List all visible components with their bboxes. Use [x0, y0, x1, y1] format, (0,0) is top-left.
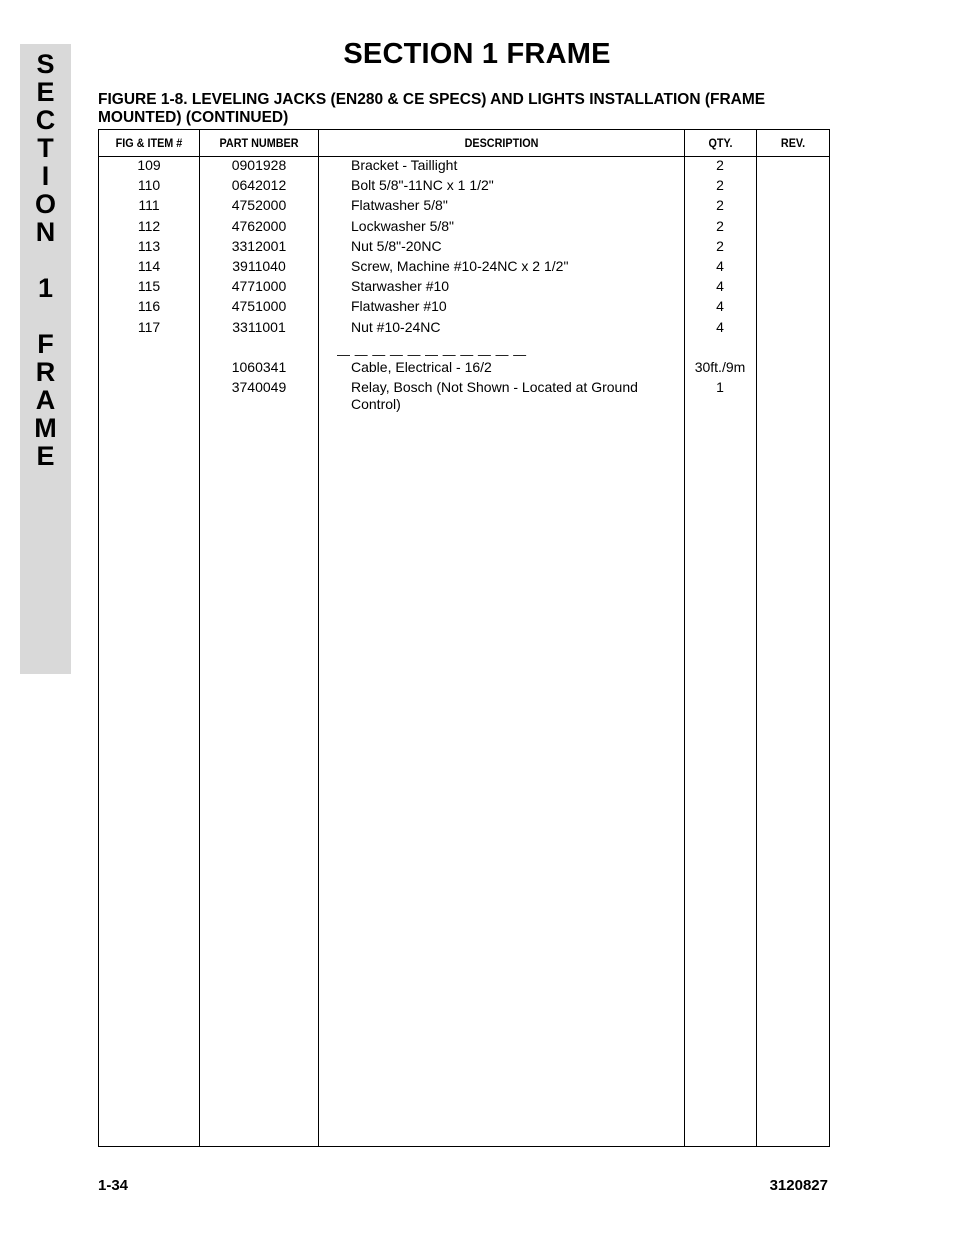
table-row: [99, 238, 829, 258]
header-item: FIG & ITEM #: [115, 136, 183, 150]
side-letter: C: [35, 105, 56, 135]
part-number: 4752000: [231, 197, 287, 214]
side-letter: R: [35, 357, 56, 387]
section-title: SECTION 1 FRAME: [343, 38, 611, 70]
table-row: [99, 379, 829, 419]
table-row: [99, 157, 829, 177]
description: Bolt 5/8"-11NC x 1 1/2": [351, 177, 494, 194]
side-letter: S: [36, 49, 55, 79]
description: Cable, Electrical - 16/2: [351, 358, 492, 375]
table-row: [99, 177, 829, 197]
quantity: 2: [716, 217, 724, 234]
part-number: 3911040: [232, 257, 286, 274]
page-number: 1-34: [98, 1177, 129, 1194]
part-number: 0642012: [231, 177, 287, 194]
header-description: DESCRIPTION: [464, 136, 539, 150]
item-number: 112: [137, 217, 161, 234]
description: Lockwasher 5/8": [351, 217, 455, 234]
side-letter: N: [35, 217, 56, 247]
quantity: 4: [716, 278, 724, 295]
item-number: 113: [137, 237, 161, 254]
header-rev: REV.: [780, 136, 806, 150]
item-number: 115: [137, 278, 161, 295]
header-part-number: PART NUMBER: [219, 136, 299, 150]
quantity: 2: [716, 177, 724, 194]
table-row: [99, 258, 829, 278]
description: Flatwasher 5/8": [351, 197, 448, 214]
part-number: 3311001: [232, 318, 286, 335]
description: Starwasher #10: [351, 278, 450, 295]
item-number: 109: [137, 157, 161, 173]
side-letter: 1: [37, 273, 54, 303]
quantity: 2: [716, 197, 724, 214]
table-row: [99, 278, 829, 298]
dashed-separator: — — — — — — — — — — —: [337, 346, 527, 362]
section-side-tab: [20, 44, 71, 674]
quantity: 2: [716, 237, 724, 254]
quantity: 4: [716, 298, 724, 315]
side-letter: T: [37, 133, 54, 163]
side-letter: F: [37, 329, 54, 359]
parts-table: [98, 129, 830, 1147]
side-letter: O: [34, 189, 56, 219]
part-number: 4762000: [231, 217, 287, 234]
part-number: 3312001: [231, 237, 287, 254]
quantity: 2: [716, 157, 724, 173]
description: Bracket - Taillight: [351, 157, 458, 173]
quantity: 4: [716, 318, 724, 335]
description: Nut 5/8"-20NC: [351, 237, 442, 254]
item-number: 117: [137, 318, 161, 335]
part-number: 1060341: [231, 358, 287, 375]
quantity: 1: [716, 379, 724, 396]
description: Flatwasher #10: [351, 298, 447, 315]
side-letter: M: [34, 413, 57, 443]
separator-row: [99, 339, 829, 362]
table-row: [99, 197, 829, 217]
header-qty: QTY.: [708, 136, 733, 150]
item-number: 116: [137, 298, 161, 315]
table-row: [99, 218, 829, 238]
item-number: 114: [137, 257, 161, 274]
quantity: 4: [716, 257, 724, 274]
document-number: 3120827: [769, 1177, 828, 1194]
side-letter: E: [36, 441, 55, 471]
part-number: 4751000: [231, 298, 287, 315]
side-letter: A: [35, 385, 56, 415]
side-letter: E: [36, 77, 55, 107]
item-number: 110: [137, 177, 161, 194]
part-number: 0901928: [231, 157, 287, 173]
description: Screw, Machine #10-24NC x 2 1/2": [351, 257, 569, 274]
quantity: 30ft./9m: [694, 358, 746, 375]
table-row: [99, 359, 829, 379]
part-number: 4771000: [231, 278, 287, 295]
table-row: [99, 298, 829, 318]
description: Nut #10-24NC: [351, 318, 441, 335]
part-number: 3740049: [231, 379, 287, 396]
side-tab-letters: [20, 50, 71, 470]
table-row: [99, 319, 829, 339]
table-body: [99, 157, 829, 419]
item-number: 111: [138, 197, 160, 214]
side-letter: I: [41, 161, 50, 191]
description: Relay, Bosch (Not Shown - Located at Ground Control): [351, 379, 638, 413]
figure-title: FIGURE 1-8. LEVELING JACKS (EN280 & CE SPECS) AND LIGHTS INSTALLATION (FRAME MOUNTED) (CONTINUED): [98, 91, 766, 126]
